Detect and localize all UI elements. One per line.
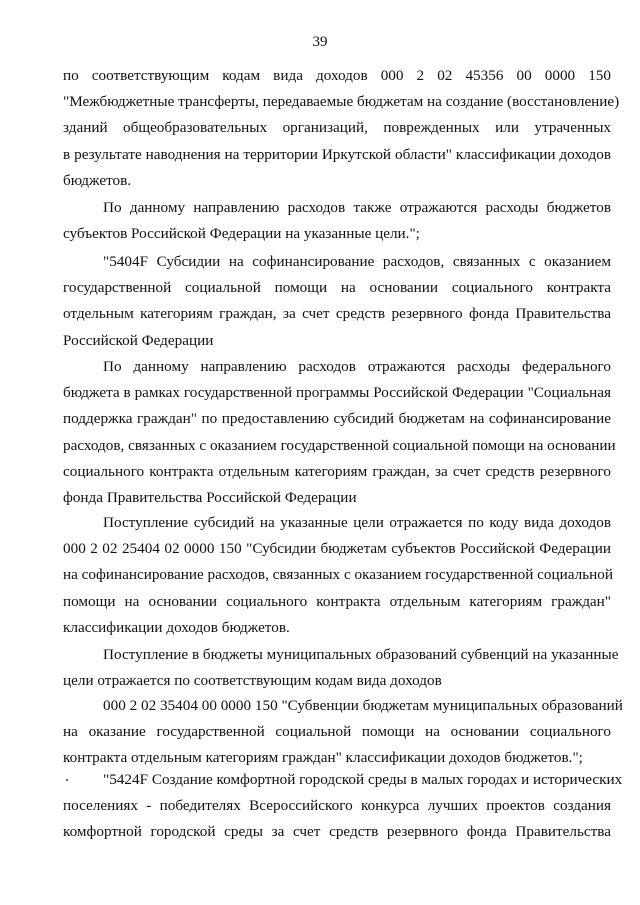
text-line: "Межбюджетные трансферты, передаваемые бюджетам на создание (восстановление) [63, 93, 620, 111]
text-line: 000 2 02 25404 02 0000 150 "Субсидии бюджетам субъектов Российской Федерации [63, 540, 611, 558]
text-line: бюджетов. [63, 171, 132, 189]
text-line: по соответствующим кодам вида доходов 000 2 02 45356 00 0000 150 [63, 67, 611, 84]
text-line: классификации доходов бюджетов. [63, 618, 290, 636]
text-line: "5404F Субсидии на софинансирование расходов, связанных с оказанием [103, 253, 611, 270]
paragraph-1 [63, 63, 620, 194]
text-line: контракта отдельным категориям граждан" классификации доходов бюджетов."; [63, 749, 583, 767]
text-line: комфортной городской среды за счет средств резервного фонда Правительства [63, 823, 611, 841]
text-line: поддержка граждан" по предоставлению субсидий бюджетам на софинансирование [63, 410, 611, 428]
text-line: в результате наводнения на территории Иркутской области" классификации доходов [63, 145, 611, 163]
text-line: на софинансирование расходов, связанных с оказанием государственной социальной [63, 566, 613, 584]
text-line: Поступление в бюджеты муниципальных образований субвенций на указанные [103, 646, 619, 663]
text-line: фонда Правительства Российской Федерации [63, 489, 357, 507]
paragraph-3 [63, 249, 611, 354]
text-line: Поступление субсидий на указанные цели отражается по коду вида доходов [103, 514, 611, 531]
text-line: государственной социальной помощи на основании социального контракта [63, 279, 611, 297]
text-line: По данному направлению расходов отражаются расходы федерального [103, 358, 611, 375]
paragraph-2 [63, 195, 611, 247]
text-line: Российской Федерации [63, 331, 214, 349]
text-line: помощи на основании социального контракта отдельным категориям граждан" [63, 592, 611, 610]
paragraph-6 [63, 642, 619, 694]
paragraph-5 [63, 510, 611, 641]
text-line: на оказание государственной социальной помощи на основании социального [63, 723, 611, 741]
scan-speck [66, 779, 68, 781]
text-line: субъектов Российской Федерации на указанные цели."; [63, 225, 420, 243]
paragraph-4 [63, 354, 616, 511]
text-line: "5424F Создание комфортной городской среды в малых городах и исторических [103, 771, 623, 788]
text-line: социального контракта отдельным категориям граждан, за счет средств резервного [63, 462, 611, 480]
page-number: 39 [312, 34, 328, 50]
paragraph-8 [63, 767, 623, 846]
text-line: зданий общеобразовательных организаций, поврежденных или утраченных [63, 119, 611, 137]
text-line: цели отражается по соответствующим кодам вида доходов [63, 672, 442, 690]
text-line: бюджета в рамках государственной программы Российской Федерации "Социальная [63, 384, 611, 402]
paragraph-7 [63, 693, 623, 772]
text-line: поселениях - победителях Всероссийского конкурса лучших проектов создания [63, 797, 611, 815]
text-line: отдельным категориям граждан, за счет средств резервного фонда Правительства [63, 305, 611, 323]
text-line: расходов, связанных с оказанием государственной социальной помощи на основании [63, 436, 616, 454]
text-line: По данному направлению расходов также отражаются расходы бюджетов [103, 199, 611, 216]
text-line: 000 2 02 35404 00 0000 150 "Субвенции бюджетам муниципальных образований [103, 697, 623, 714]
